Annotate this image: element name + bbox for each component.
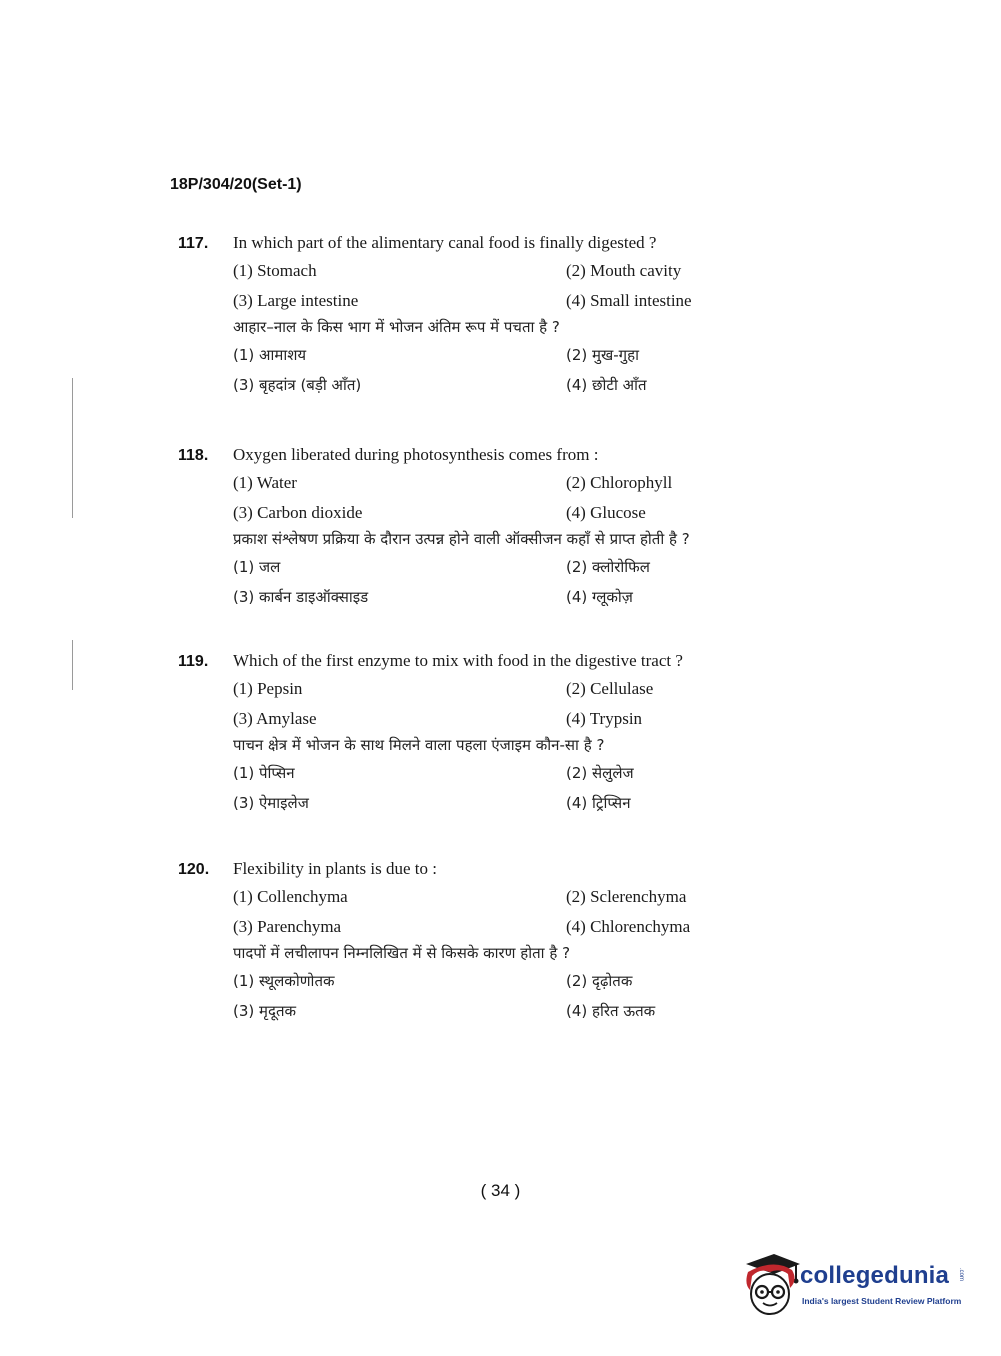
option-1: (1) Collenchyma — [233, 887, 348, 906]
options-english — [233, 887, 838, 937]
option-4: (4) Glucose — [566, 503, 646, 522]
question-text-hindi: आहार–नाल के किस भाग में भोजन अंतिम रूप में पचता है ? — [233, 318, 560, 336]
option-4-hindi: (4) ग्लूकोज़ — [566, 588, 633, 606]
graduate-mascot-icon — [740, 1250, 802, 1320]
option-1: (1) Stomach — [233, 261, 317, 280]
question-text-hindi: पादपों में लचीलापन निम्नलिखित में से किसके कारण होता है ? — [233, 944, 571, 962]
page-number: ( 34 ) — [480, 1181, 521, 1200]
option-3-hindi: (3) कार्बन डाइऑक्साइड — [233, 588, 369, 606]
logo-brand-name: collegedunia — [800, 1262, 950, 1289]
paper-code: 18P/304/20(Set-1) — [170, 176, 302, 193]
option-4: (4) Trypsin — [566, 709, 643, 728]
question-118 — [178, 445, 838, 607]
option-1-hindi: (1) आमाशय — [233, 346, 307, 364]
question-text-hindi: पाचन क्षेत्र में भोजन के साथ मिलने वाला पहला एंजाइम कौन-सा है ? — [233, 736, 605, 754]
option-2: (2) Mouth cavity — [566, 261, 682, 280]
question-number: 117. — [178, 235, 209, 252]
question-text-english: Flexibility in plants is due to : — [233, 859, 437, 878]
logo-domain-suffix: .com — [958, 1268, 964, 1282]
scan-margin-mark — [72, 640, 73, 690]
options-hindi — [233, 763, 838, 813]
option-2: (2) Sclerenchyma — [566, 887, 687, 906]
option-3: (3) Amylase — [233, 709, 317, 728]
option-4-hindi: (4) हरित ऊतक — [566, 1002, 656, 1020]
options-english — [233, 473, 838, 523]
logo-tagline: India's largest Student Review Platform — [802, 1296, 962, 1306]
question-text-english: Which of the first enzyme to mix with food in the digestive tract ? — [233, 651, 683, 670]
option-1: (1) Pepsin — [233, 679, 303, 698]
option-4-hindi: (4) छोटी आँत — [566, 376, 647, 394]
option-2-hindi: (2) मुख-गुहा — [566, 346, 639, 364]
question-119 — [178, 651, 838, 813]
question-text-hindi: प्रकाश संश्लेषण प्रक्रिया के दौरान उत्पन्न होने वाली ऑक्सीजन कहाँ से प्राप्त होती है ? — [233, 530, 690, 548]
option-2: (2) Chlorophyll — [566, 473, 673, 492]
option-2-hindi: (2) सेलुलेज — [566, 764, 634, 782]
option-2-hindi: (2) दृढ़ोतक — [566, 972, 633, 990]
option-1: (1) Water — [233, 473, 297, 492]
option-3-hindi: (3) मृदूतक — [233, 1002, 297, 1020]
question-text-english: Oxygen liberated during photosynthesis comes from : — [233, 445, 599, 464]
option-4: (4) Small intestine — [566, 291, 692, 310]
option-3-hindi: (3) ऐमाइलेज — [233, 794, 309, 812]
option-4: (4) Chlorenchyma — [566, 917, 691, 936]
options-english — [233, 261, 838, 311]
option-2-hindi: (2) क्लोरोफिल — [566, 558, 650, 576]
option-4-hindi: (4) ट्रिप्सिन — [566, 794, 631, 812]
collegedunia-logo — [740, 1250, 970, 1320]
option-2: (2) Cellulase — [566, 679, 654, 698]
options-hindi — [233, 557, 838, 607]
option-1-hindi: (1) स्थूलकोणोतक — [233, 972, 335, 990]
options-hindi — [233, 345, 838, 395]
option-1-hindi: (1) जल — [233, 558, 281, 576]
question-120 — [178, 859, 838, 1021]
option-3-hindi: (3) बृहदांत्र (बड़ी आँत) — [233, 376, 362, 394]
options-english — [233, 679, 838, 729]
question-117 — [178, 233, 838, 395]
question-text-english: In which part of the alimentary canal food is finally digested ? — [233, 233, 657, 252]
options-hindi — [233, 971, 838, 1021]
option-3: (3) Large intestine — [233, 291, 359, 310]
question-number: 120. — [178, 861, 210, 878]
option-3: (3) Parenchyma — [233, 917, 342, 936]
scan-margin-mark — [72, 378, 73, 518]
option-3: (3) Carbon dioxide — [233, 503, 363, 522]
option-1-hindi: (1) पेप्सिन — [233, 764, 295, 782]
question-number: 118. — [178, 447, 209, 464]
question-number: 119. — [178, 653, 209, 670]
